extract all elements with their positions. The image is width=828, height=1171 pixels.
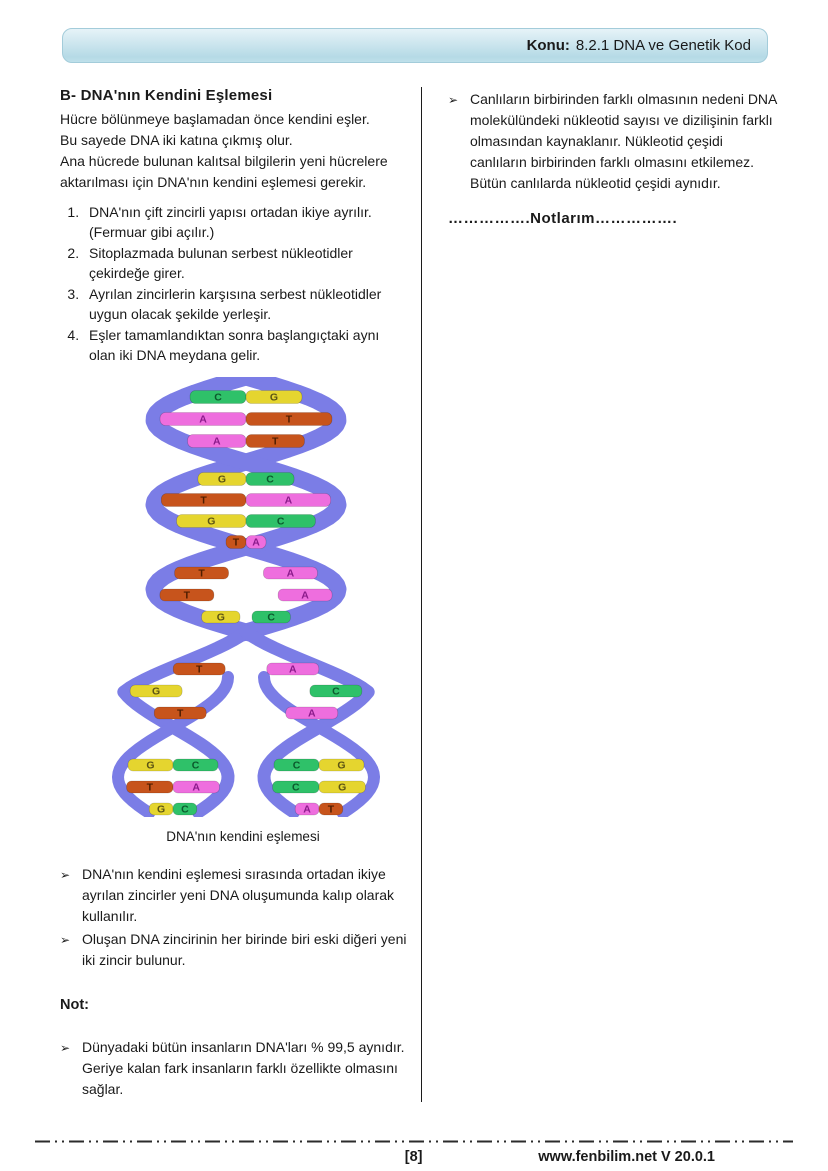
bullet-text: Dünyadaki bütün insanların DNA'ları % 99,5 aynıdır. Geriye kalan fark insanların farklı özellikte olmasını sağlar. — [82, 1039, 405, 1097]
base-letter: C — [266, 473, 274, 486]
base-letter: G — [217, 473, 227, 486]
base-letter: G — [216, 611, 225, 624]
base-letter: G — [338, 781, 347, 794]
version-label: V 20.0.1 — [660, 1149, 715, 1165]
worksheet-page — [0, 28, 828, 1171]
base-letter: T — [285, 413, 293, 426]
base-letter: C — [292, 759, 301, 772]
bullet-item — [60, 929, 407, 971]
replication-bullets — [60, 864, 407, 971]
base-letter: T — [272, 435, 279, 448]
base-letter: T — [183, 589, 191, 602]
content-columns — [60, 63, 783, 1102]
arrow-bullet-icon: ➢ — [60, 868, 71, 882]
arrow-bullet-icon: ➢ — [60, 1041, 71, 1055]
bullet-item — [60, 1037, 407, 1100]
notes-header: …………….Notlarım……………. — [448, 210, 678, 227]
intro-line: Bu sayede DNA iki katına çıkmış olur. — [60, 132, 293, 148]
site-url: www.fenbilim.net — [538, 1149, 657, 1165]
base-letter: C — [214, 391, 222, 404]
steps-list — [83, 202, 407, 365]
bullet-item — [448, 89, 783, 194]
arrow-bullet-icon: ➢ — [60, 933, 71, 947]
base-letter: C — [291, 781, 300, 794]
base-letter: A — [252, 536, 260, 549]
site-version — [534, 1149, 715, 1165]
base-letter: C — [267, 611, 276, 624]
base-letter: A — [301, 589, 309, 602]
base-letter: A — [307, 707, 316, 720]
footer — [0, 1149, 828, 1171]
intro-paragraph — [60, 109, 407, 193]
base-letter: A — [289, 663, 297, 676]
base-letter: C — [332, 685, 340, 698]
base-letter: T — [146, 781, 153, 794]
base-letter: G — [146, 759, 155, 772]
base-letter: A — [192, 781, 201, 794]
base-letter: A — [284, 494, 293, 507]
intro-line: Ana hücrede bulunan kalıtsal bilgilerin yeni hücrelere aktarılması için DNA'nın kendini eşlemesi gerekir. — [60, 153, 388, 190]
base-letter: A — [303, 803, 311, 816]
dna-figure-svg — [88, 377, 398, 817]
right-column — [421, 87, 783, 1102]
step-item: 4. Eşler tamamlandıktan sonra başlangıçtaki aynı olan iki DNA meydana gelir. — [83, 325, 407, 365]
base-letter: T — [198, 567, 205, 580]
step-item: 1. DNA'nın çift zincirli yapısı ortadan ikiye ayrılır. (Fermuar gibi açılır.) — [83, 202, 407, 242]
left-column — [60, 87, 421, 1102]
topic-header-bar — [62, 28, 768, 63]
topic-label: Konu: — [526, 37, 570, 54]
base-letter: C — [191, 759, 200, 772]
base-letter: G — [152, 685, 161, 698]
base-letter: T — [177, 707, 184, 720]
base-letter: T — [200, 494, 207, 507]
bullet-text: Canlıların birbirinden farklı olmasının nedeni DNA molekülündeki nükleotid sayısı ve dizilişinin farklı olmasından kaynaklanır. Nükleotid çeşidi canlıların birbirinden farklı olmasını etkilemez. Bütün canlılarda nükleotid çeşidi aynıdır. — [470, 91, 777, 191]
bullet-item — [60, 864, 407, 927]
base-letter: A — [286, 567, 295, 580]
right-bullets — [448, 89, 783, 194]
step-item: 2. Sitoplazmada bulunan serbest nükleotidler çekirdeğe girer. — [83, 243, 407, 283]
footer-divider — [35, 1140, 793, 1143]
base-letter: T — [195, 663, 203, 676]
base-letter: G — [157, 803, 166, 816]
base-letter: G — [337, 759, 346, 772]
base-letter: C — [181, 803, 189, 816]
figure-caption: DNA'nın kendini eşlemesi — [166, 829, 320, 844]
arrow-bullet-icon: ➢ — [448, 93, 459, 107]
base-letter: T — [327, 803, 335, 816]
intro-line: Hücre bölünmeye başlamadan önce kendini eşler. — [60, 111, 370, 127]
base-letter: T — [232, 536, 240, 549]
base-letter: G — [269, 391, 279, 404]
base-letter: G — [207, 515, 216, 528]
step-item: 3. Ayrılan zincirlerin karşısına serbest nükleotidler uygun olacak şekilde yerleşir. — [83, 284, 407, 324]
base-letter: A — [199, 413, 207, 426]
base-letter: C — [276, 515, 285, 528]
note-bullets — [60, 1037, 407, 1100]
bullet-text: DNA'nın kendini eşlemesi sırasında ortadan ikiye ayrılan zincirler yeni DNA oluşumunda kalıp olarak kullanılır. — [82, 866, 395, 924]
base-letter: A — [212, 435, 221, 448]
topic-title: 8.2.1 DNA ve Genetik Kod — [575, 37, 751, 54]
section-heading: B- DNA'nın Kendini Eşlemesi — [60, 87, 273, 104]
note-label: Not: — [60, 997, 89, 1013]
page-number: [8] — [404, 1149, 423, 1165]
bullet-text: Oluşan DNA zincirinin her birinde biri eski diğeri yeni iki zincir bulunur. — [82, 931, 407, 968]
dna-figure — [88, 377, 398, 817]
